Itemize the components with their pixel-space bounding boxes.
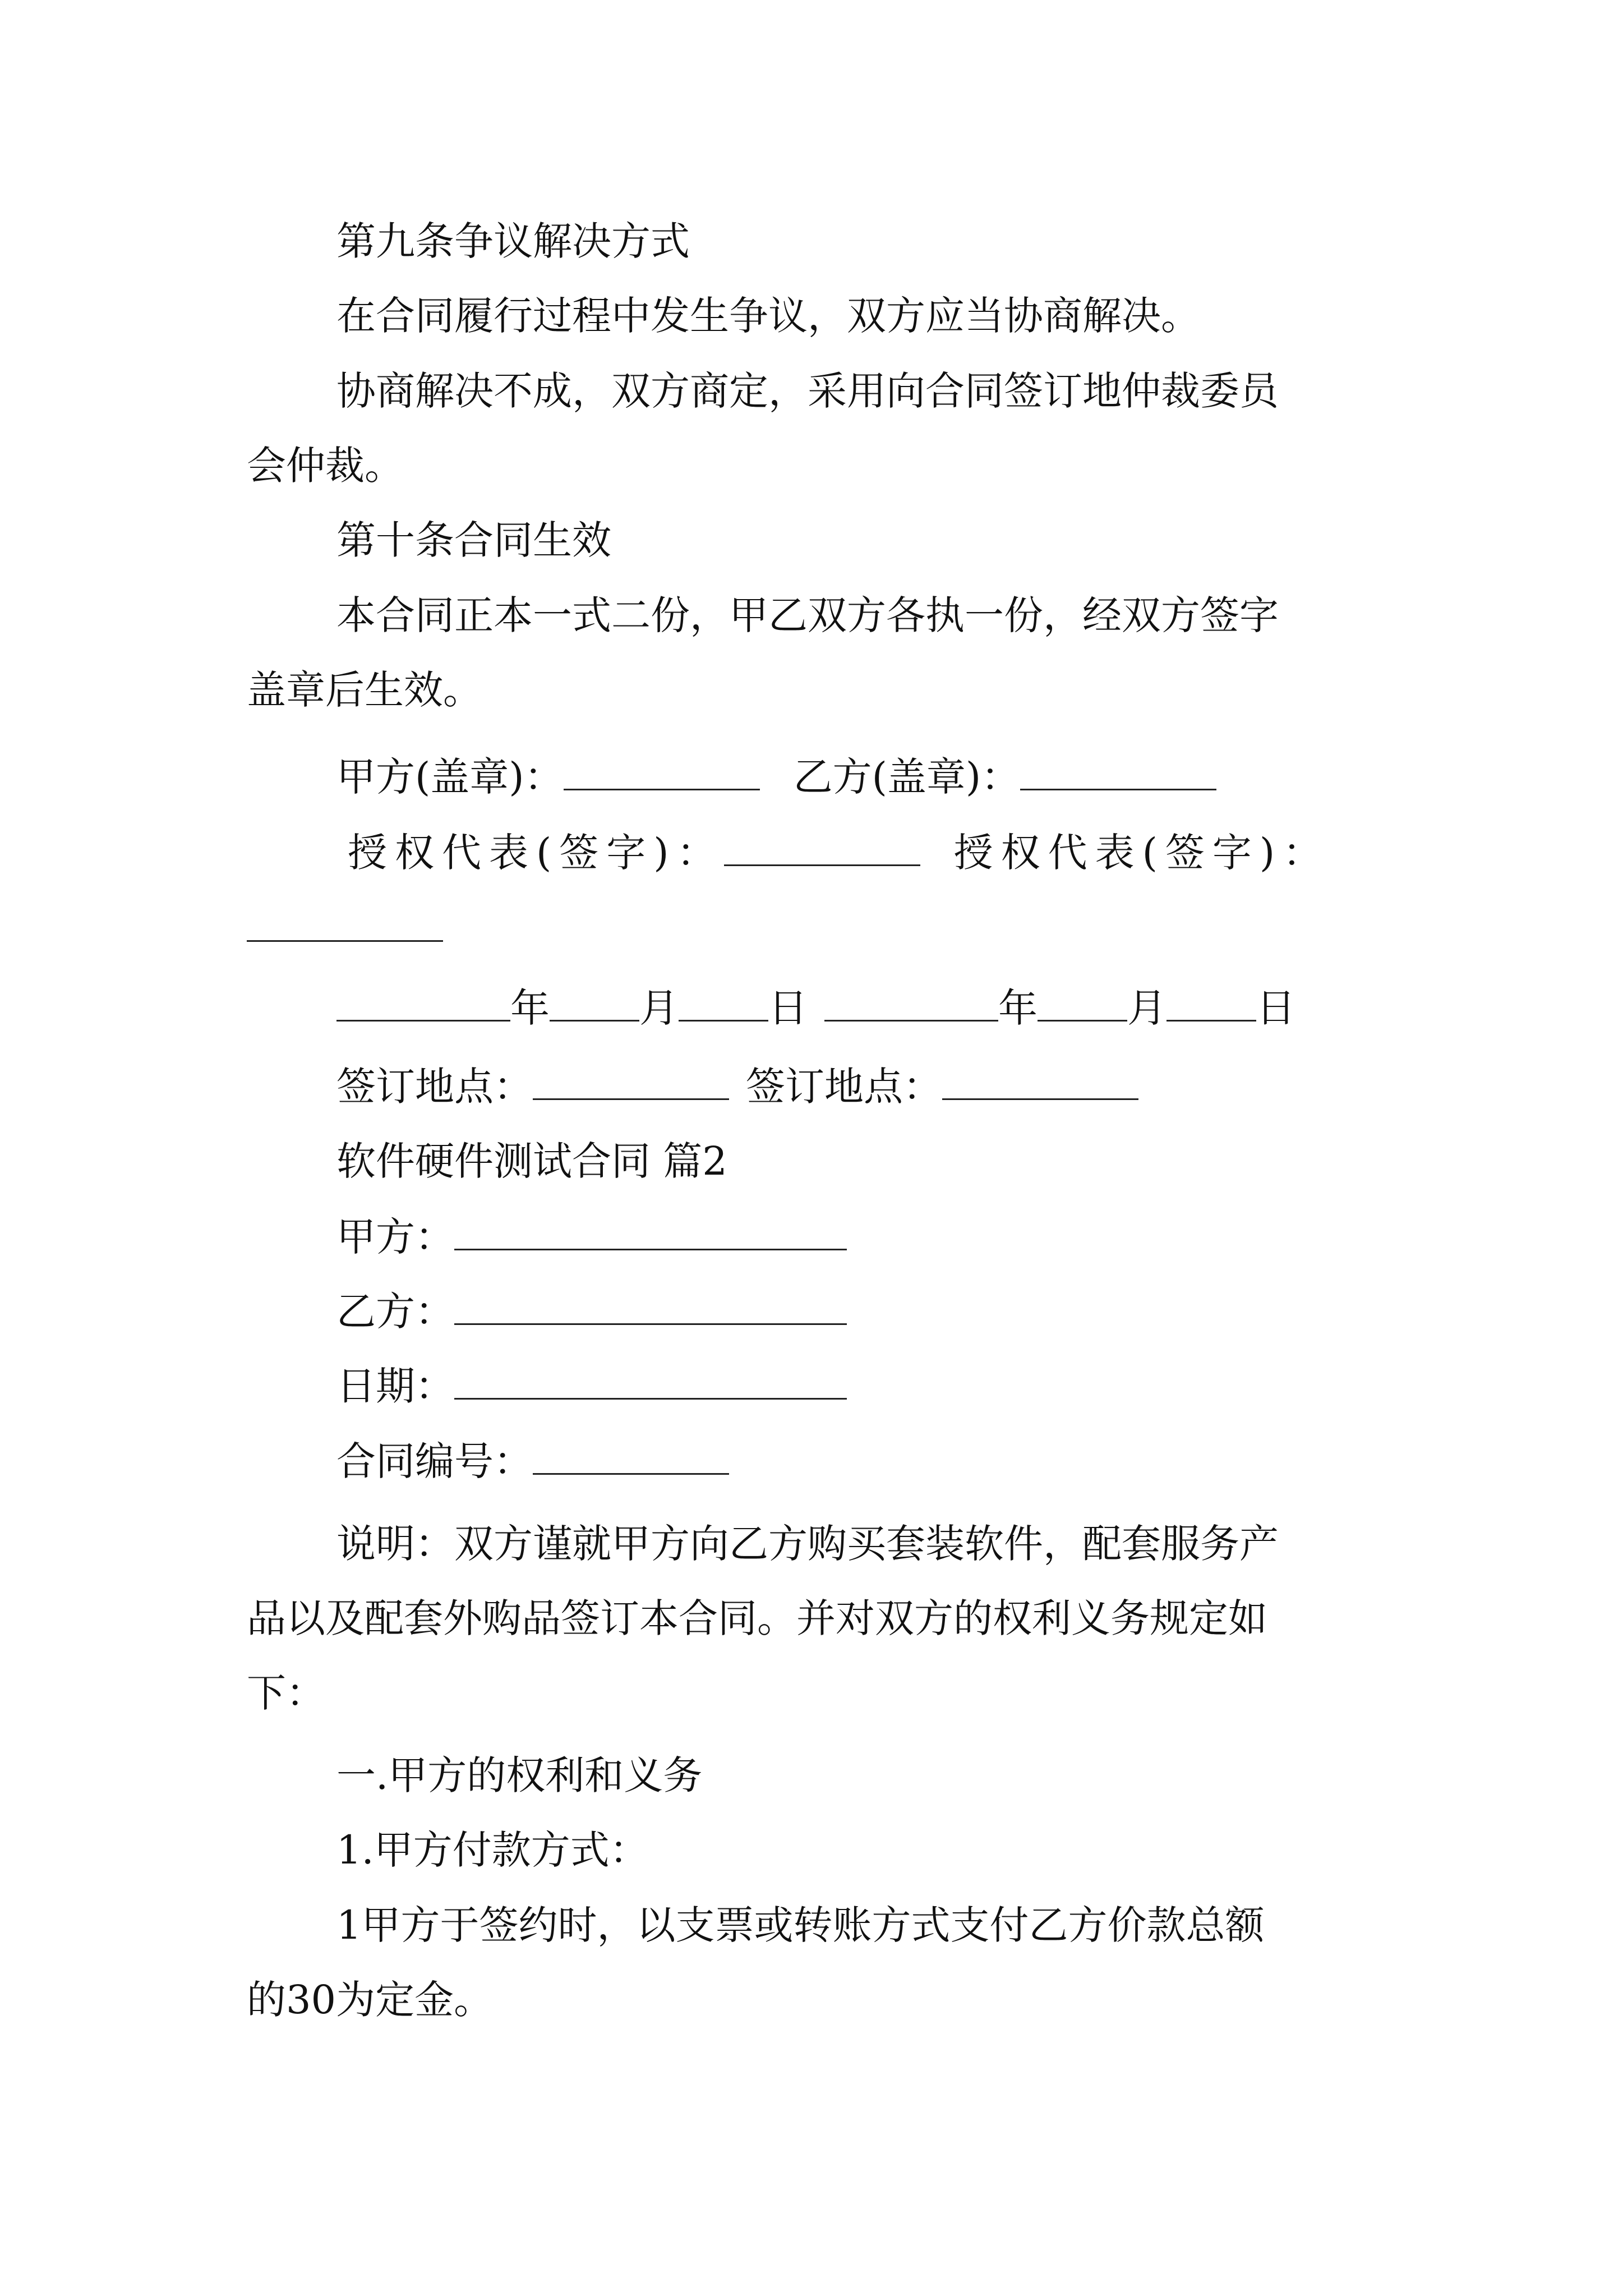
description-line3: 下： (247, 1670, 325, 1716)
party-a-day-blank (679, 985, 768, 1022)
contract-number-blank (533, 1438, 729, 1475)
party-a-seal-blank (564, 754, 760, 790)
day-label: 日 (1256, 985, 1295, 1031)
description-line2: 品以及配套外购品签订本合同。并对双方的权利义务规定如 (247, 1595, 1267, 1641)
day-label: 日 (768, 985, 808, 1031)
party-a-year-blank (336, 985, 510, 1022)
date-line (336, 983, 1481, 1033)
contract-number-label: 合同编号： (336, 1438, 533, 1484)
party-b-place-label: 签订地点： (746, 1064, 942, 1110)
date-blank (454, 1363, 847, 1400)
party-b-seal-label: 乙方(盖章)： (793, 754, 1021, 800)
article-10-heading: 第十条合同生效 (336, 517, 611, 563)
party-b-blank (454, 1289, 847, 1325)
party-a-representative-blank (724, 830, 920, 866)
party-b-day-blank (1166, 985, 1256, 1022)
description-line1: 说明：双方谨就甲方向乙方购买套装软件，配套服务产 (336, 1521, 1279, 1567)
signing-place-line (336, 1061, 1481, 1112)
party-b-seal-blank (1020, 754, 1216, 790)
representative-line (348, 827, 1492, 878)
representative-line-continued (247, 903, 1391, 954)
party-a-place-label: 签订地点： (336, 1064, 533, 1110)
month-label: 月 (1127, 985, 1166, 1031)
date-label: 日期： (336, 1363, 454, 1409)
paragraph-effect-line1: 本合同正本一式二份，甲乙双方各执一份，经双方签字 (336, 592, 1279, 638)
paragraph-arbitration-line1: 协商解决不成，双方商定，采用向合同签订地仲裁委员 (336, 368, 1279, 414)
party-b-representative-label: 授权代表(签字)： (953, 830, 1330, 876)
paragraph-effect-line2: 盖章后生效。 (247, 667, 482, 713)
year-label: 年 (510, 985, 550, 1031)
year-label: 年 (998, 985, 1038, 1031)
paragraph-arbitration-line2: 会仲裁。 (247, 443, 404, 489)
section-1-heading: 一.甲方的权利和义务 (336, 1752, 703, 1798)
month-label: 月 (639, 985, 679, 1031)
date-field-line (336, 1361, 1481, 1411)
payment-line2: 的30为定金。 (247, 1977, 494, 2023)
contract-2-title: 软件硬件测试合同 篇2 (336, 1138, 727, 1184)
party-b-representative-blank (247, 913, 443, 942)
party-b-month-blank (1038, 985, 1127, 1022)
party-b-label: 乙方： (336, 1289, 454, 1335)
payment-line1: 1甲方于签约时，以支票或转账方式支付乙方价款总额 (336, 1902, 1265, 1948)
section-1-1-heading: 1.甲方付款方式： (336, 1827, 649, 1873)
party-a-month-blank (550, 985, 639, 1022)
party-b-place-blank (942, 1064, 1138, 1100)
party-a-place-blank (533, 1064, 729, 1100)
party-a-blank (454, 1214, 847, 1250)
contract-number-line (336, 1436, 1481, 1487)
paragraph-dispute: 在合同履行过程中发生争议，双方应当协商解决。 (336, 293, 1200, 339)
seal-line (336, 752, 1481, 802)
party-a-label: 甲方： (336, 1214, 454, 1260)
party-b-year-blank (824, 985, 998, 1022)
party-a-seal-label: 甲方(盖章)： (336, 754, 564, 800)
party-a-line (336, 1212, 1481, 1262)
party-a-representative-label: 授权代表(签字)： (348, 830, 724, 876)
article-9-heading: 第九条争议解决方式 (336, 218, 690, 264)
party-b-line (336, 1286, 1481, 1337)
